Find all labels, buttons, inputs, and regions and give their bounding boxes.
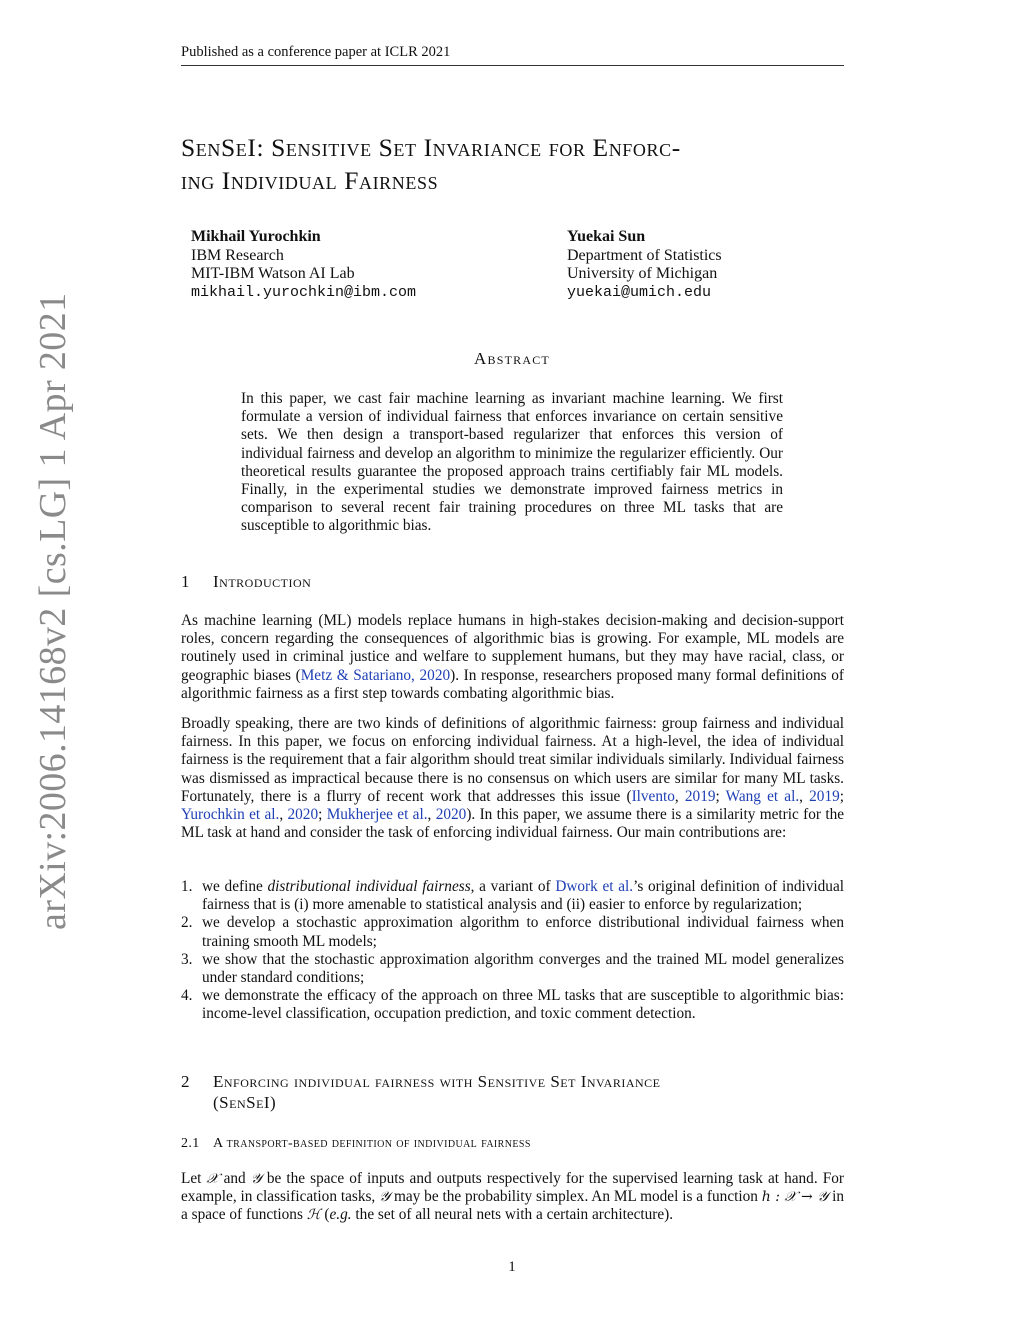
text-run: (: [320, 1206, 330, 1224]
emphasis-text: distributional individual fairness: [267, 878, 471, 895]
author-email: mikhail.yurochkin@ibm.com: [191, 283, 417, 301]
citation-link[interactable]: 2020: [435, 806, 467, 824]
subsection-number: 2.1: [181, 1136, 200, 1151]
author-affiliation: MIT-IBM Watson AI Lab: [191, 265, 355, 282]
text-run: and: [218, 1170, 251, 1187]
paper-title: [181, 131, 849, 197]
text-run: ). In response, researchers proposed many formal definitions of algorithmic fairness as a first step towards combating algorithmic bias.: [181, 666, 844, 702]
citation-link[interactable]: Mukherjee et al.: [326, 806, 428, 824]
citation-link[interactable]: Wang et al.: [725, 787, 800, 805]
section-title-line-2: (SenSeI): [213, 1093, 277, 1112]
list-item: [181, 951, 844, 987]
author-block-1: [191, 228, 416, 302]
subsection-2-1-heading: [181, 1136, 531, 1152]
text-run: we define: [202, 878, 268, 895]
list-index: 3.: [181, 950, 193, 968]
text-run: ). In this paper, we assume there is a similarity metric for the ML task at hand and consider the task of enforcing individual fairness. Our main contributions are:: [181, 806, 845, 842]
author-affiliation: Department of Statistics: [567, 246, 722, 264]
author-name: Yuekai Sun: [567, 228, 646, 245]
author-name: Mikhail Yurochkin: [191, 228, 321, 245]
text-run: be the space of inputs and outputs respectively for the supervised learning task at hand. For example, in classification tasks,: [181, 1170, 844, 1206]
section-1-heading: [181, 572, 311, 592]
text-run: , a variant of: [470, 878, 556, 895]
text-run: Let: [181, 1170, 207, 1187]
list-item: [181, 914, 844, 950]
citation-link[interactable]: 2020: [287, 806, 319, 824]
math-symbol: ℋ: [306, 1207, 321, 1224]
section-number: 2: [181, 1072, 190, 1091]
list-item: [181, 878, 844, 914]
contributions-list: [181, 878, 844, 1024]
section-title-line-1: Enforcing individual fairness with Sensitive Set Invariance: [213, 1072, 661, 1091]
author-affiliation: University of Michigan: [567, 265, 718, 282]
subsection-title: A transport-based definition of individual fairness: [213, 1136, 531, 1151]
section-2-paragraph-1: [181, 1170, 844, 1225]
text-run: ’s original definition of individual fairness that is (i) more amenable to statistical analysis and (ii) easier to enforce by regularization;: [202, 878, 844, 914]
arxiv-identifier: arXiv:2006.14168v2 [cs.LG] 1 Apr 2021: [32, 292, 74, 930]
text-run: in a space of functions: [181, 1188, 844, 1224]
citation-link[interactable]: Ilvento: [631, 787, 675, 805]
section-number: 1: [181, 572, 190, 591]
citation-link[interactable]: Yurochkin et al.: [181, 806, 280, 824]
citation-link[interactable]: Dwork et al.: [555, 878, 634, 895]
list-item: [181, 987, 844, 1023]
citation-link[interactable]: 2019: [809, 787, 840, 805]
math-symbol: 𝒴: [250, 1171, 262, 1187]
text-run: we show that the stochastic approximation algorithm converges and the trained ML model generalizes under standard conditions;: [202, 950, 844, 987]
math-symbol: 𝒳: [206, 1171, 219, 1187]
text-run: As machine learning (ML) models replace humans in high-stakes decision-making and decision-support roles, concern regarding the consequences of algorithmic bias is growing. For example, ML models are routinely used in criminal justice and welfare to supplement humans, but they may have racial, class, or geographic biases (: [181, 612, 844, 684]
page-number: 1: [508, 1259, 516, 1275]
list-index: 2.: [181, 914, 193, 932]
abstract-text: In this paper, we cast fair machine learning as invariant machine learning. We first formulate a version of individual fairness that enforces invariance on certain sensitive sets. We then design a transport-based regularizer that enforces this version of individual fairness and develop an algorithm to minimize the regularizer efficiently. Our theoretical results guarantee the proposed approach trains certifiably fair ML models. Finally, in the experimental studies we demonstrate improved fairness metrics in comparison to several recent fair training procedures on three ML tasks that are susceptible to algorithmic bias.: [241, 390, 783, 535]
author-block-2: [567, 228, 722, 302]
title-line-1: SenSeI: Sensitive Set Invariance for Enforc-: [181, 133, 681, 162]
author-email: yuekai@umich.edu: [567, 283, 712, 301]
title-line-2: ing Individual Fairness: [181, 166, 439, 195]
math-expression: h : 𝒳 → 𝒴: [761, 1189, 829, 1206]
abstract-heading: Abstract: [474, 349, 550, 368]
author-affiliation: IBM Research: [191, 246, 284, 264]
emphasis-text: e.g.: [329, 1206, 352, 1224]
text-run: Broadly speaking, there are two kinds of definitions of algorithmic fairness: group fairness and individual fairness. In this paper, we focus on enforcing individual fairness. At a high-level, the idea of individual fairness is the requirement that a fair algorithm should treat similar individuals similarly. Individual fairness was dismissed as impractical because there is no consensus on which users are similar for many ML tasks. Fortunately, there is a flurry of recent work that addresses this issue (: [181, 715, 844, 805]
intro-paragraph-2: Broadly speaking, there are two kinds of definitions of algorithmic fairness: group fairness and individual fairness. In this paper, we focus on enforcing individual fairness. At a high-level, the idea of individual fairness is the requirement that a fair algorithm should treat similar individuals similarly. Individual fairness was dismissed as impractical because there is no consensus on which users are similar for many ML tasks. Fortunately, there is a flurry of recent work that addresses this issue (Ilvento, 2019; Wang et al., 2019; Yurochkin et al., 2020; Mukherjee et al., 2020). In this paper, we assume there is a similarity metric for the ML task at hand and consider the task of enforcing individual fairness. Our main contributions are:: [181, 715, 845, 842]
text-run: we demonstrate the efficacy of the approach on three ML tasks that are susceptible to algorithmic bias: income-level classification, occupation prediction, and toxic comment detection.: [202, 987, 844, 1023]
list-index: 1.: [181, 878, 193, 895]
citation-link[interactable]: Metz & Satariano, 2020: [300, 666, 451, 684]
section-2-heading: [181, 1071, 841, 1113]
intro-paragraph-1: [181, 612, 844, 703]
section-title: Introduction: [213, 572, 312, 591]
running-header: Published as a conference paper at ICLR 2021: [181, 44, 451, 60]
citation-link[interactable]: 2019: [684, 787, 716, 805]
text-run: we develop a stochastic approximation algorithm to enforce distributional individual fairness when training smooth ML models;: [202, 914, 844, 950]
text-run: the set of all neural nets with a certain architecture).: [351, 1206, 674, 1224]
header-rule: [181, 65, 844, 66]
list-index: 4.: [181, 987, 193, 1005]
text-run: may be the probability simplex. An ML model is a function: [390, 1188, 762, 1206]
math-symbol: 𝒴: [379, 1189, 391, 1206]
